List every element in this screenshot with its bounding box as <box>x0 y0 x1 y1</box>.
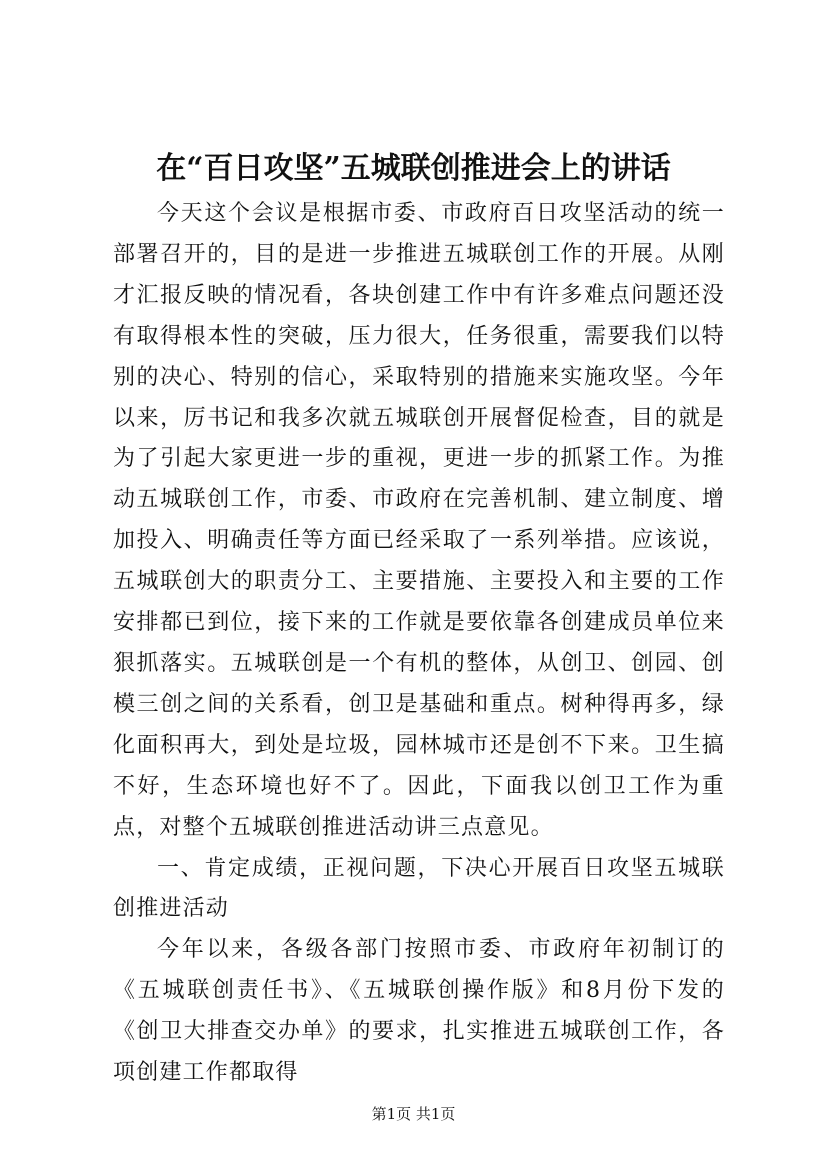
page-footer: 第1页 共1页 <box>371 1105 456 1123</box>
paragraph-intro: 今天这个会议是根据市委、市政府百日攻坚活动的统一部署召开的，目的是进一步推进五城联创工作的开展。从刚才汇报反映的情况看，各块创建工作中有许多难点问题还没有取得根本性的突破，压力很大，任务很重，需要我们以特别的决心、特别的信心，采取特别的措施来实施攻坚。今年以来，厉书记和我多次就五城联创开展督促检查，目的就是为了引起大家更进一步的重视，更进一步的抓紧工作。为推动五城联创工作，市委、市政府在完善机制、建立制度、增加投入、明确责任等方面已经采取了一系列举措。应该说，五城联创大的职责分工、主要措施、主要投入和主要的工作安排都已到位，接下来的工作就是要依靠各创建成员单位来狠抓落实。五城联创是一个有机的整体，从创卫、创园、创模三创之间的关系看，创卫是基础和重点。树种得再多，绿化面积再大，到处是垃圾，园林城市还是创不下来。卫生搞不好，生态环境也好不了。因此，下面我以创卫工作为重点，对整个五城联创推进活动讲三点意见。 <box>113 201 725 840</box>
document-title: 在“百日攻坚”五城联创推进会上的讲话 <box>156 151 671 186</box>
paragraph-section-heading: 一、肯定成绩，正视问题，下决心开展百日攻坚五城联创推进活动 <box>113 855 725 922</box>
document-body <box>113 194 725 1094</box>
paragraph-achievements: 今年以来，各级各部门按照市委、市政府年初制订的《五城联创责任书》、《五城联创操作版》和8月份下发的《创卫大排查交办单》的要求，扎实推进五城联创工作，各项创建工作都取得 <box>113 937 725 1086</box>
